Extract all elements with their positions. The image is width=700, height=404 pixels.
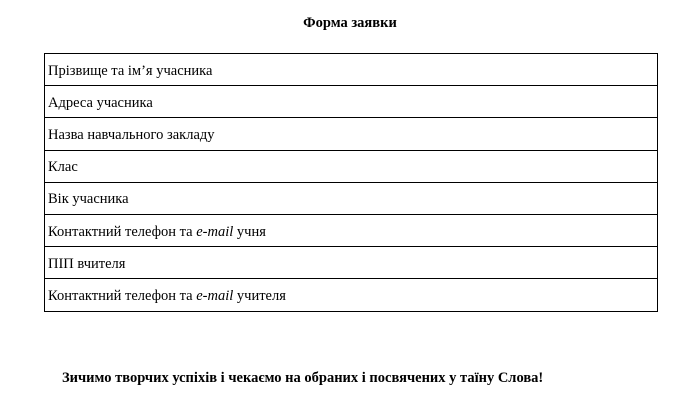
table-row — [45, 86, 658, 118]
application-form-table — [44, 53, 658, 312]
form-title: Форма заявки — [303, 15, 397, 31]
row-label-grade: Клас — [45, 150, 658, 182]
table-row — [45, 214, 658, 246]
row-label-teacher-name: ПІП вчителя — [45, 247, 658, 279]
table-row — [45, 279, 658, 311]
row-label-age: Вік учасника — [45, 182, 658, 214]
row-label-address: Адреса учасника — [45, 86, 658, 118]
table-row — [45, 247, 658, 279]
table-row — [45, 118, 658, 150]
row-label-student-contact: Контактний телефон та e-mail учня — [45, 214, 658, 246]
row-label-teacher-contact: Контактний телефон та e-mail учителя — [45, 279, 658, 311]
table-row — [45, 150, 658, 182]
table-row — [45, 54, 658, 86]
row-label-school-name: Назва навчального закладу — [45, 118, 658, 150]
closing-message: Зичимо творчих успіхів і чекаємо на обраних і посвячених у таїну Слова! — [62, 370, 544, 386]
table-row — [45, 182, 658, 214]
row-label-full-name: Прізвище та ім’я учасника — [45, 54, 658, 86]
